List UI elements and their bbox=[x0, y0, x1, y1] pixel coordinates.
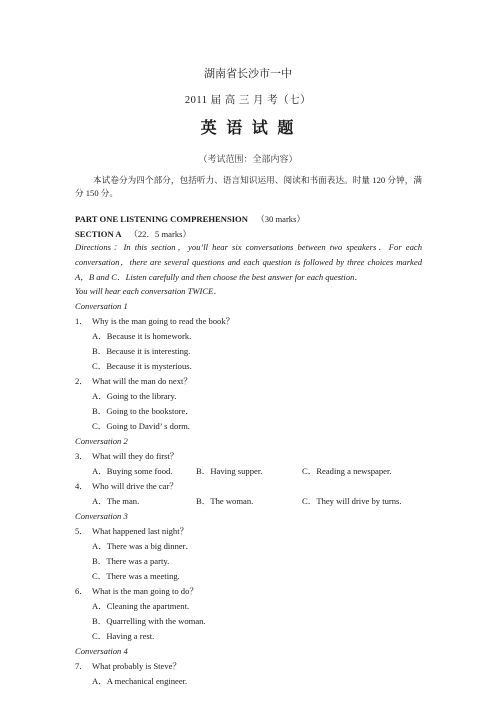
question-number: 3． bbox=[75, 451, 88, 461]
answer-option[interactable]: A．Because it is homework. bbox=[92, 331, 192, 341]
question-item bbox=[75, 526, 188, 537]
answer-option[interactable]: C．Because it is mysterious. bbox=[92, 361, 192, 371]
answer-option[interactable]: B．Quarrelling with the woman. bbox=[92, 616, 206, 626]
answer-option[interactable]: B．Having supper. bbox=[196, 466, 263, 476]
conversation-label: Conversation 2 bbox=[75, 436, 128, 446]
section-marks: （22．5 marks） bbox=[129, 229, 192, 239]
answer-option[interactable]: B．Because it is interesting. bbox=[92, 346, 191, 356]
question-text: Who will drive the car？ bbox=[92, 481, 178, 491]
directions-paragraph: Directions：In this section，you’ll hear six conversations between two speakers．For each conversation，there are several questions and each question is followed by three choices marked A，B and C．Listen carefully and then choose the best answer for each question． bbox=[75, 242, 422, 282]
listening-note: You will hear each conversation TWICE． bbox=[75, 286, 222, 296]
question-text: What will they do first？ bbox=[92, 451, 179, 461]
part-title-text: PART ONE LISTENING COMPREHENSION bbox=[75, 214, 248, 224]
exam-scope: （考试范围：全部内容） bbox=[198, 154, 298, 164]
question-number: 2． bbox=[75, 376, 88, 386]
answer-option[interactable]: A．Cleaning the apartment. bbox=[92, 601, 190, 611]
question-number: 1． bbox=[75, 316, 88, 326]
question-number: 6． bbox=[75, 586, 88, 596]
question-item bbox=[75, 376, 192, 387]
answer-option[interactable]: A．A mechanical engineer. bbox=[92, 676, 188, 686]
question-text: Why is the man going to read the book？ bbox=[92, 316, 235, 326]
subject-title: 英 语 试 题 bbox=[200, 118, 296, 137]
part-title bbox=[75, 214, 305, 225]
answer-option[interactable]: B．Going to the bookstore． bbox=[92, 406, 194, 416]
section-title bbox=[75, 229, 191, 240]
question-text: What probably is Steve？ bbox=[92, 661, 182, 671]
question-number: 4． bbox=[75, 481, 88, 491]
answer-option[interactable]: C．Having a rest. bbox=[92, 631, 155, 641]
answer-option[interactable]: C．There was a meeting. bbox=[92, 571, 180, 581]
question-number: 5． bbox=[75, 526, 88, 536]
answer-option[interactable]: B．There was a party. bbox=[92, 556, 170, 566]
school-name: 湖南省长沙市一中 bbox=[204, 68, 292, 80]
answer-option[interactable]: A．Going to the library. bbox=[92, 391, 177, 401]
question-text: What is the man going to do？ bbox=[92, 586, 198, 596]
intro-paragraph: 本试卷分为四个部分，包括听力、语言知识运用、阅读和书面表达。时量 120 分钟，满分 150 分。 bbox=[75, 175, 422, 198]
answer-option[interactable]: B．The woman. bbox=[196, 496, 254, 506]
conversation-label: Conversation 1 bbox=[75, 301, 128, 311]
question-item bbox=[75, 661, 181, 672]
exam-title: 2011 届 高 三 月 考（七） bbox=[184, 95, 312, 106]
answer-option[interactable]: A．Buying some food. bbox=[92, 466, 173, 476]
answer-option[interactable]: A．The man. bbox=[92, 496, 140, 506]
question-number: 7． bbox=[75, 661, 88, 671]
question-text: What happened last night？ bbox=[92, 526, 189, 536]
conversation-label: Conversation 4 bbox=[75, 646, 128, 656]
question-item bbox=[75, 451, 178, 462]
conversation-label: Conversation 3 bbox=[75, 511, 128, 521]
answer-option[interactable]: C．They will drive by turns. bbox=[302, 496, 402, 506]
part-marks: （30 marks） bbox=[256, 214, 306, 224]
section-title-text: SECTION A bbox=[75, 229, 122, 239]
question-text: What will the man do next？ bbox=[92, 376, 192, 386]
answer-option[interactable]: A．There was a big dinner． bbox=[92, 541, 195, 551]
question-item bbox=[75, 586, 198, 597]
answer-option[interactable]: C．Reading a newspaper. bbox=[302, 466, 392, 476]
question-item bbox=[75, 316, 234, 327]
answer-option[interactable]: C．Going to David’ s dorm. bbox=[92, 421, 190, 431]
question-item bbox=[75, 481, 178, 492]
